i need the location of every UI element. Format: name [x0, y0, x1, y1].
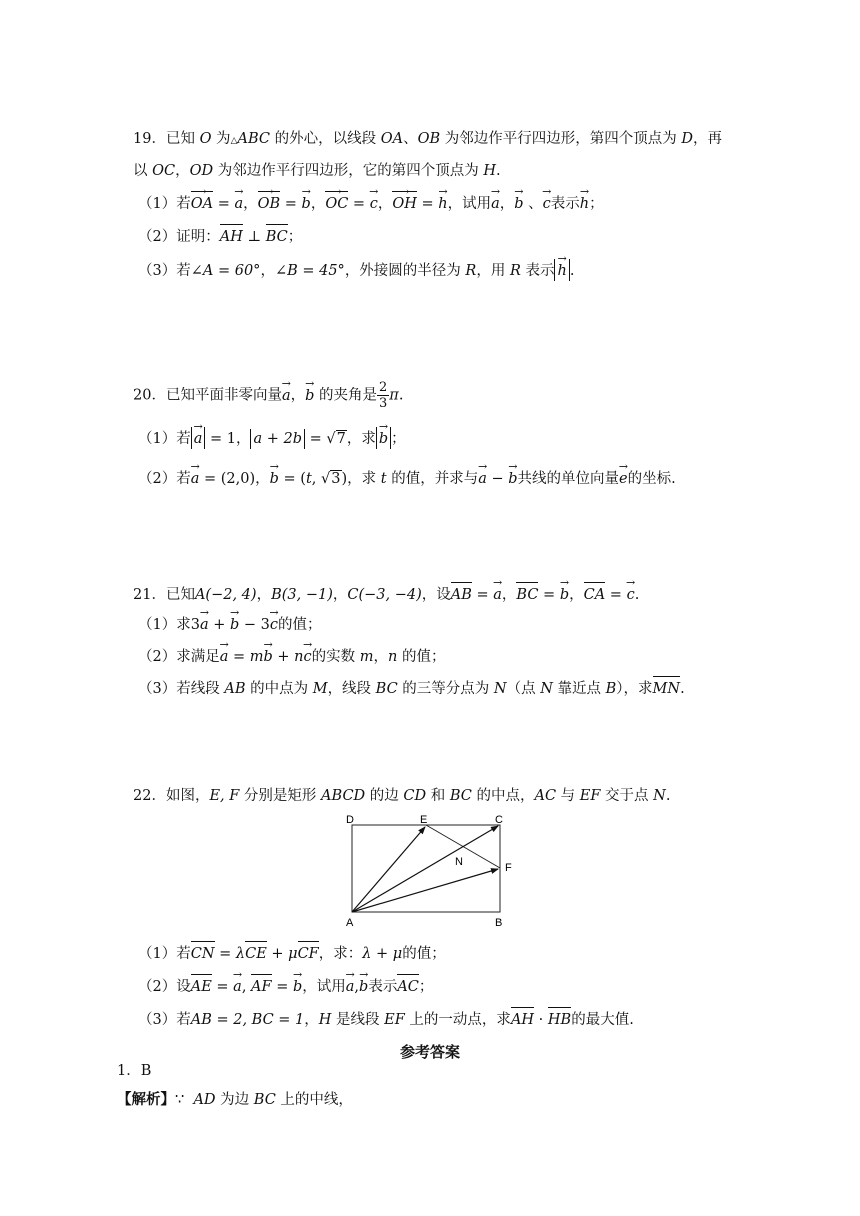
q22-number: 22． — [133, 788, 166, 804]
q19-part2: （2）证明：AH ⊥ BC； — [138, 224, 302, 247]
q21-part2: （2）求满足→ a = m→ b + n→ c的实数 m，n 的值； — [138, 645, 445, 667]
rectangle-figure — [330, 808, 530, 933]
q20-number: 20． — [133, 387, 166, 404]
q21-line1: 21．已知A(−2, 4)，B(3, −1)，C(−3, −4)，设AB = → a，BC = → b，CA = → c. — [133, 582, 639, 605]
label-b: B — [495, 917, 503, 929]
q20-line1: 20．已知平面非零向量→ a，→ b 的夹角是 $\frac{2}{3}$ π. — [133, 380, 403, 411]
label-e: E — [420, 814, 428, 826]
label-f: F — [505, 862, 512, 874]
label-c: C — [495, 814, 503, 826]
q21-part3: （3）若线段 AB 的中点为 M，线段 BC 的三等分点为 N（点 N 靠近点 B），求MN. — [138, 676, 685, 699]
q19-line2: 以 OC，OD 为邻边作平行四边形，它的第四个顶点为 H. — [133, 163, 501, 179]
q22-part1: （1）若CN = λCE + μCF，求：λ + μ的值； — [138, 941, 446, 964]
analysis-line: 【解析】∵ AD 为边 BC 上的中线， — [117, 1091, 353, 1108]
q21-number: 21． — [133, 587, 166, 603]
label-a: A — [346, 917, 354, 929]
label-d: D — [346, 814, 354, 826]
q20-part1: （1）若→ a = 1， a + 2b = √7，求→ b ； — [138, 427, 406, 449]
q20-part2: （2）若→ a = (2,0)，→ b = (t, √3)，求 t 的值，并求与→ a − → b共线的单位向量→ e的坐标. — [138, 467, 676, 489]
q22-part2: （2）设AE = → a, AF = → b，试用→ a,→ b表示AC； — [138, 974, 433, 997]
fraction-two-thirds: $\frac{2}{3}$ — [379, 380, 388, 411]
vector-ac — [352, 826, 498, 912]
q22-part3: （3）若AB = 2, BC = 1，H 是线段 EF 上的一动点，求AH · HB的最大值. — [138, 1007, 634, 1030]
vector-af — [352, 869, 498, 912]
q22-line1: 22．如图，E, F 分别是矩形 ABCD 的边 CD 和 BC 的中点，AC 与 EF 交于点 N. — [133, 788, 671, 804]
label-n: N — [455, 856, 463, 868]
q19-line1: 19．已知 O 为△ABC 的外心，以线段 OA、OB 为邻边作平行四边形，第四个顶点为 D，再 — [133, 131, 722, 147]
vector-ae — [352, 827, 425, 912]
q19-part3: （3）若∠A = 60°，∠B = 45°，外接圆的半径为 R，用 R 表示→ h . — [138, 259, 574, 281]
answers-title: 参考答案 — [399, 1043, 460, 1061]
q19-number: 19． — [133, 131, 166, 147]
q19-part1: （1）若→ OA = → a，→ OB = → b，→ OC = → c，→ OH = → h，试用→ a，→ b 、→ c表示→ h； — [138, 191, 604, 214]
q21-part1: （1）求3→ a + → b − 3→ c的值； — [138, 613, 322, 635]
answer-item-1: 1．B — [117, 1063, 152, 1079]
